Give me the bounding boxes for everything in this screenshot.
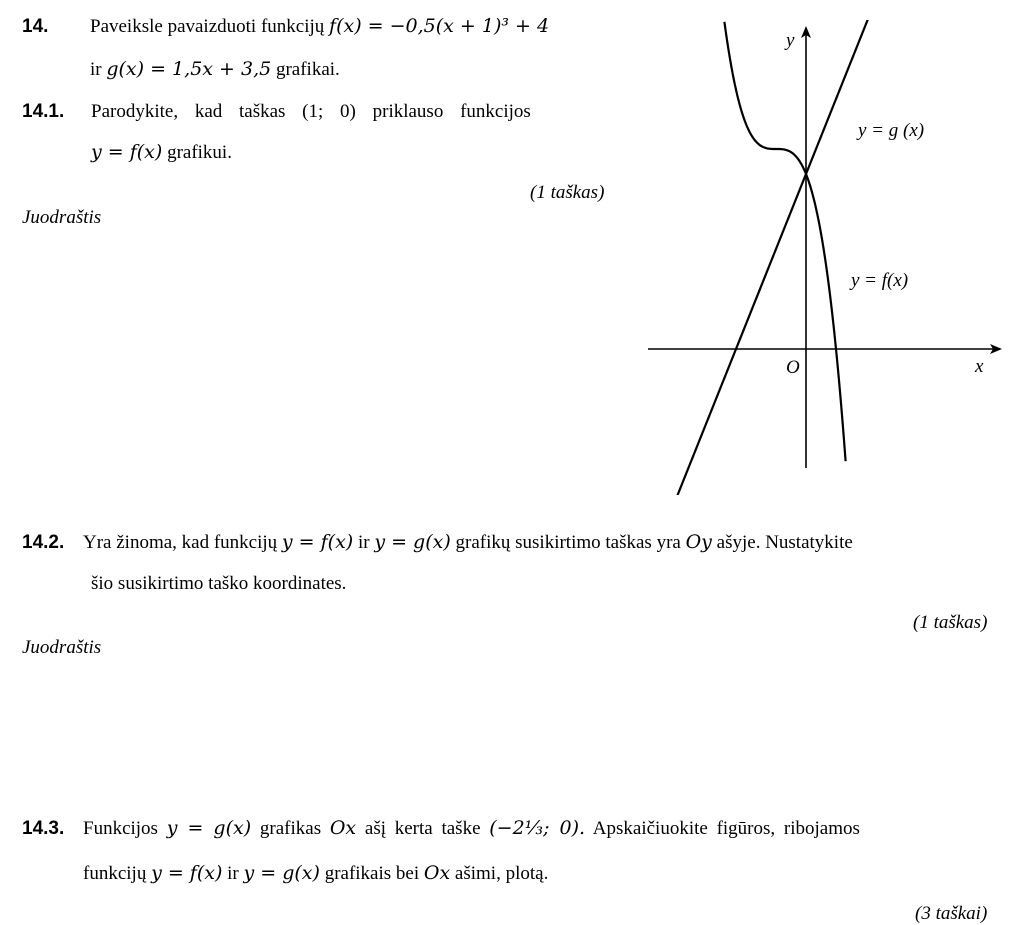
q143-text-e: funkcijų — [83, 863, 147, 884]
x-axis-label: x — [975, 356, 984, 377]
question-14-3-number: 14.3. — [22, 818, 65, 839]
q143-text-g: grafikais bei — [324, 863, 420, 884]
y-axis-label: y — [786, 30, 795, 51]
q142-math-oy: Oy — [685, 531, 712, 553]
q143-math-g2: y = g(x) — [243, 862, 320, 884]
function-graph — [640, 20, 1020, 495]
problem-number: 14. — [22, 16, 49, 37]
question-14-1-suffix: grafikui. — [167, 142, 232, 163]
q143-text-h: ašimi, plotą. — [454, 863, 549, 884]
question-14-1-line2 — [91, 143, 232, 162]
q142-text-a: Yra žinoma, kad funkcijų — [83, 532, 278, 553]
draft-label-14-1: Juodraštis — [22, 207, 102, 228]
g-formula: g(x) = 1,5x + 3,5 — [106, 58, 272, 80]
question-14-1-number: 14.1. — [22, 101, 65, 122]
draft-label-14-2: Juodraštis — [22, 637, 102, 658]
q142-text-d: ašyje. Nustatykite — [716, 532, 853, 553]
q143-text-f: ir — [227, 863, 239, 884]
f-formula: f(x) = −0,5(x + 1)³ + 4 — [329, 15, 550, 37]
q143-text-d: Apskaičiuokite figūros, ribojamos — [592, 818, 860, 839]
g-line — [650, 20, 911, 495]
q143-math-f2: y = f(x) — [151, 862, 223, 884]
question-14-2-points: (1 taškas) — [913, 612, 988, 633]
q143-math-g: y = g(x) — [166, 817, 252, 839]
q142-text-b: ir — [357, 532, 370, 553]
q143-text-b: grafikas — [259, 818, 322, 839]
question-14-2-line2: šio susikirtimo taško koordinates. — [91, 573, 347, 594]
g-label: y = g (x) — [858, 120, 925, 141]
f-label: y = f(x) — [851, 270, 909, 291]
q142-text-c: grafikų susikirtimo taškas yra — [455, 532, 681, 553]
q142-math-g: y = g(x) — [374, 531, 451, 553]
question-14-1-line1: Parodykite, kad taškas (1; 0) priklauso funkcijos — [91, 101, 531, 122]
question-14-3-line1 — [83, 819, 860, 838]
q143-point: (−2⅓; 0). — [489, 817, 586, 839]
statement-suffix: grafikai. — [275, 59, 340, 80]
statement-text: Paveiksle pavaizduoti funkcijų — [90, 16, 325, 37]
question-14-1-math: y = f(x) — [91, 141, 163, 163]
origin-label: O — [786, 357, 800, 378]
q143-text-c: ašį kerta taške — [364, 818, 481, 839]
question-14-1-points: (1 taškas) — [530, 182, 605, 203]
q142-math-f: y = f(x) — [281, 531, 354, 553]
q143-text-a: Funkcijos — [83, 818, 158, 839]
problem-statement-line2 — [90, 60, 340, 79]
f-curve — [724, 22, 845, 461]
question-14-3-points: (3 taškai) — [915, 903, 988, 924]
q143-math-ox2: Ox — [423, 862, 451, 884]
problem-statement-line1 — [90, 17, 549, 36]
question-14-2-number: 14.2. — [22, 532, 65, 553]
q143-math-ox: Ox — [329, 817, 357, 839]
question-14-3-line2 — [83, 864, 548, 883]
statement-ir: ir — [90, 59, 102, 80]
question-14-2-line1 — [83, 533, 853, 552]
